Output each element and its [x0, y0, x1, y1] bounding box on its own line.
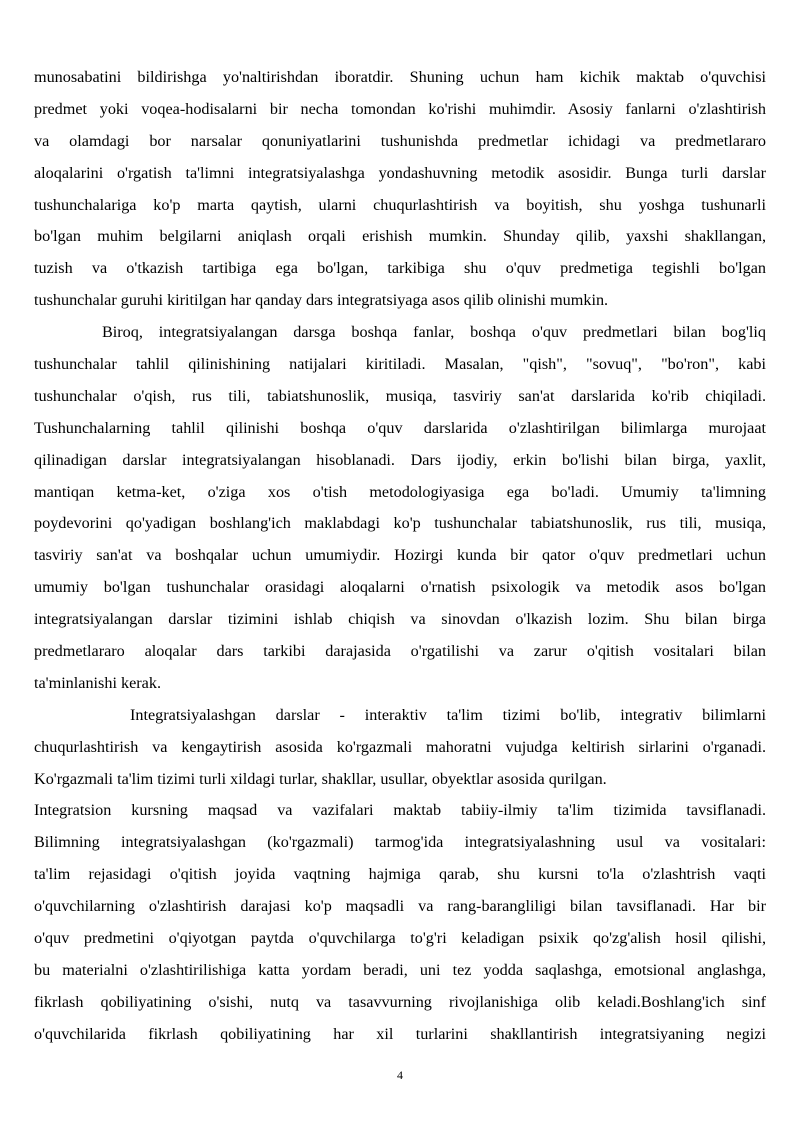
text-line: ta'minlanishi kerak. — [34, 673, 161, 692]
text-line: poydevorini qo'yadigan boshlang'ich maklabdagi ko'p tushunchalar tabiatshunoslik, rus tili, musiqa, — [34, 514, 766, 533]
text-line: o'quvchilarning o'zlashtirish darajasi ko'p maqsadli va rang-barangliligi bilan tavsiflanadi. Har bir — [34, 897, 766, 916]
text-line: va olamdagi bor narsalar qonuniyatlarini tushunishda predmetlar ichidagi va predmetlararo — [34, 131, 766, 150]
text-line: bo'lgan muhim belgilarni aniqlash orqali erishish mumkin. Shunday qilib, yaxshi shakllangan, — [34, 227, 766, 246]
text-line: Biroq, integratsiyalangan darsga boshqa fanlar, boshqa o'quv predmetlari bilan bog'liq — [102, 323, 766, 342]
paragraph-3 — [34, 700, 766, 796]
paragraph-1 — [34, 62, 766, 317]
text-line: tasviriy san'at va boshqalar uchun umumiydir. Hozirgi kunda bir qator o'quv predmetlari uchun — [34, 546, 766, 565]
text-line: Tushunchalarning tahlil qilinishi boshqa o'quv darslarida o'zlashtirilgan bilimlarga murojaat — [34, 418, 766, 437]
text-line: tushunchalar guruhi kiritilgan har qanday dars integratsiyaga asos qilib olinishi mumkin. — [34, 291, 609, 310]
text-line: chuqurlashtirish va kengaytirish asosida ko'rgazmali mahoratni vujudga keltirish sirlarini o'rganadi. — [34, 737, 766, 756]
text-line: tushunchalar o'qish, rus tili, tabiatshunoslik, musiqa, tasviriy san'at darslarida ko'rib chiqiladi. — [34, 386, 766, 405]
paragraph-2 — [34, 317, 766, 700]
text-line: o'quv predmetini o'qiyotgan paytda o'quvchilarga to'g'ri keladigan psixik qo'zg'alish hosil qilishi, — [34, 929, 766, 948]
text-line: Bilimning integratsiyalashgan (ko'rgazmali) tarmog'ida integratsiyalashning usul va vositalari: — [34, 833, 766, 852]
text-line: umumiy bo'lgan tushunchalar orasidagi aloqalarni o'rnatish psixologik va metodik asos bo'lgan — [34, 578, 766, 597]
text-line: predmet yoki voqea-hodisalarni bir necha tomondan ko'rishi muhimdir. Asosiy fanlarni o'zlashtirish — [34, 99, 766, 118]
text-line: integratsiyalangan darslar tizimini ishlab chiqish va sinovdan o'lkazish lozim. Shu bilan birga — [34, 610, 766, 629]
text-line: mantiqan ketma-ket, o'ziga xos o'tish metodologiyasiga ega bo'ladi. Umumiy ta'limning — [34, 482, 766, 501]
text-line: predmetlararo aloqalar dars tarkibi darajasida o'rgatilishi va zarur o'qitish vositalari bilan — [34, 642, 766, 661]
text-line: Integratsion kursning maqsad va vazifalari maktab tabiiy-ilmiy ta'lim tizimida tavsiflanadi. — [34, 801, 766, 820]
text-line: munosabatini bildirishga yo'naltirishdan iboratdir. Shuning uchun ham kichik maktab o'quvchisi — [34, 68, 766, 86]
text-line: aloqalarini o'rgatish ta'limni integratsiyalashga yondashuvning metodik asosidir. Bunga turli darslar — [34, 163, 766, 182]
text-line: bu materialni o'zlashtirilishiga katta yordam beradi, uni tez yodda saqlashga, emotsional anglashga, — [34, 960, 766, 979]
text-line: fikrlash qobiliyatining o'sishi, nutq va tasavvurning rivojlanishiga olib keladi.Boshlang'ich sinf — [34, 992, 766, 1011]
document-page — [34, 62, 766, 1051]
text-line: Integratsiyalashgan darslar - interaktiv ta'lim tizimi bo'lib, integrativ bilimlarni — [130, 705, 766, 724]
paragraph-4 — [34, 795, 766, 1050]
text-line: tushunchalariga ko'p marta qaytish, ularni chuqurlashtirish va boyitish, shu yoshga tushunarli — [34, 195, 766, 214]
text-line: ta'lim rejasidagi o'qitish joyida vaqtning hajmiga qarab, shu kursni to'la o'zlashtrish vaqti — [34, 865, 766, 884]
text-line: qilinadigan darslar integratsiyalangan hisoblanadi. Dars ijodiy, erkin bo'lishi bilan birga, yaxlit, — [34, 450, 766, 469]
text-line: Ko'rgazmali ta'lim tizimi turli xildagi turlar, shakllar, usullar, obyektlar asosida qurilgan. — [34, 769, 607, 788]
page-number: 4 — [397, 1068, 403, 1082]
text-line: tushunchalar tahlil qilinishining natijalari kiritiladi. Masalan, "qish", "sovuq", "bo'ron", kabi — [34, 355, 766, 374]
text-line: o'quvchilarida fikrlash qobiliyatining har xil turlarini shakllantirish integratsiyaning negizi — [34, 1024, 766, 1043]
text-line: tuzish va o'tkazish tartibiga ega bo'lgan, tarkibiga shu o'quv predmetiga tegishli bo'lgan — [34, 259, 766, 278]
